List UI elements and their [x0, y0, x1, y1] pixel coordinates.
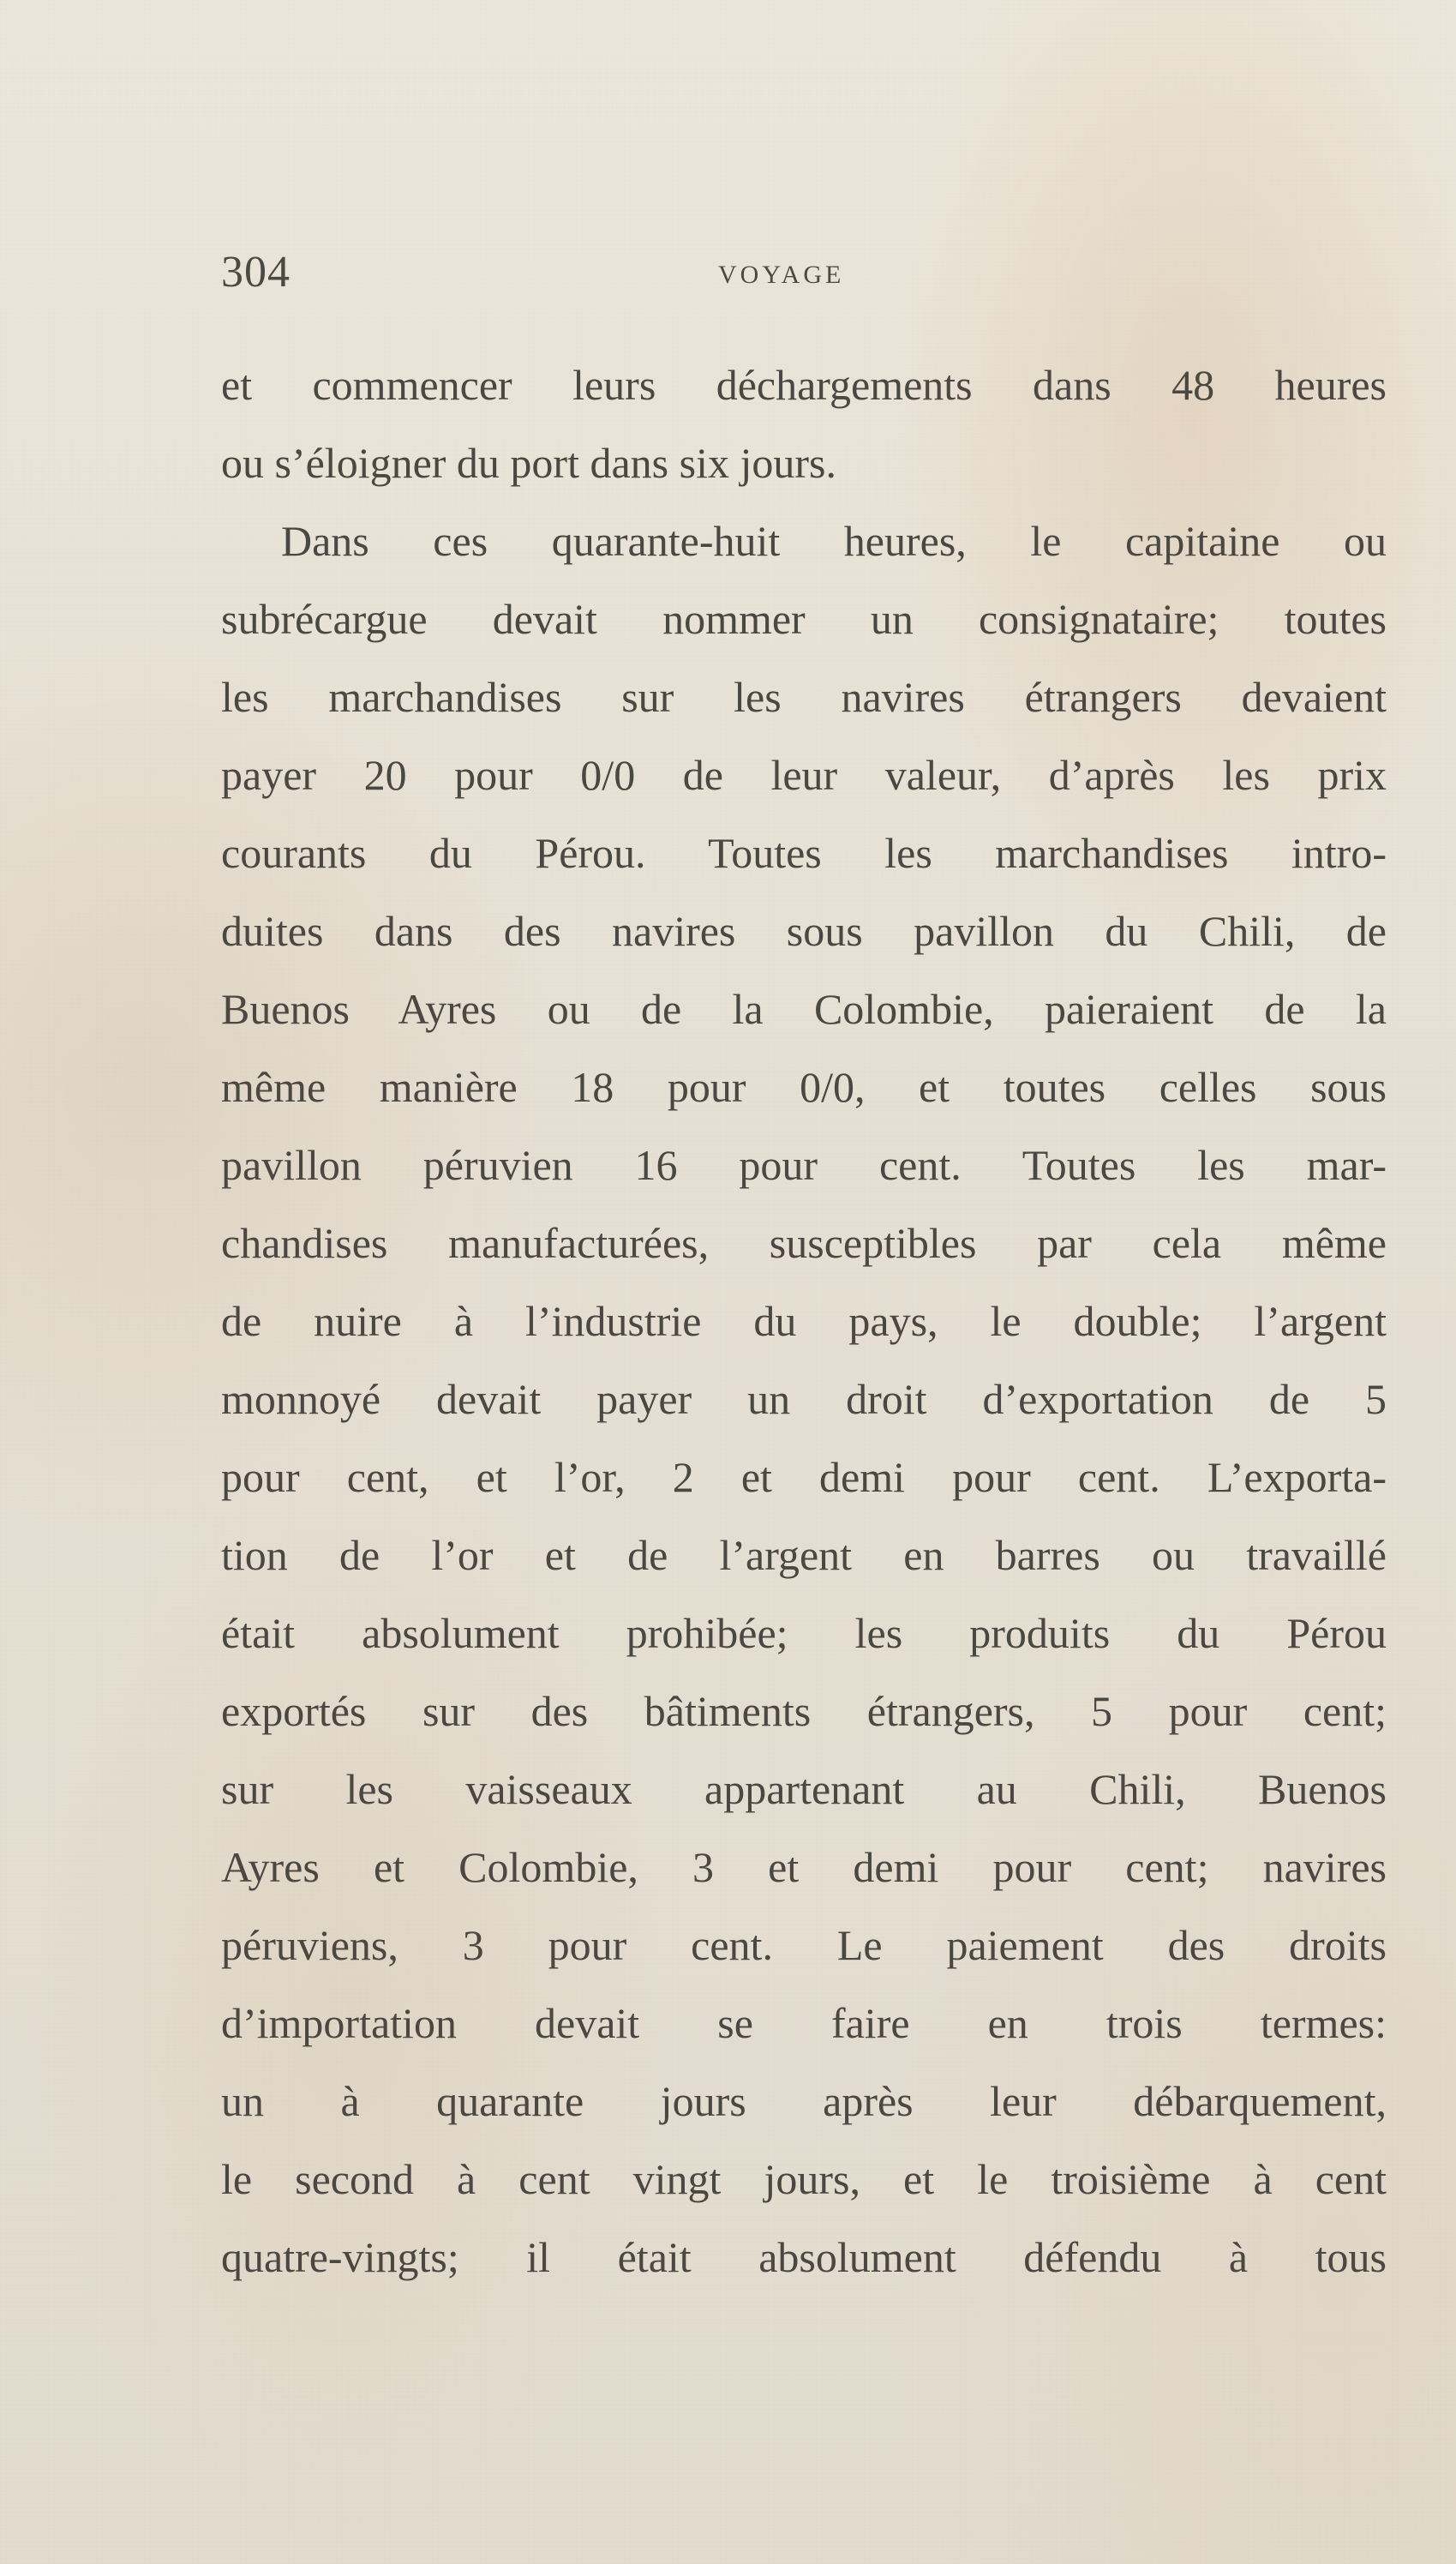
main-text-block [221, 346, 1387, 2297]
text-line-19: sur les vaisseaux appartenant au Chili, Buenos [221, 1765, 1387, 1813]
text-line-18: exportés sur des bâtiments étrangers, 5 pour cent; [221, 1687, 1387, 1735]
text-line-5: les marchandises sur les navires étrangers devaient [221, 673, 1387, 721]
text-line-24: le second à cent vingt jours, et le troisième à cent [221, 2155, 1387, 2203]
text-line-10: même manière 18 pour 0/0, et toutes celles sous [221, 1063, 1387, 1111]
text-line-13: de nuire à l’industrie du pays, le double; l’argent [221, 1297, 1387, 1345]
text-line-15: pour cent, et l’or, 2 et demi pour cent. L’exporta- [221, 1453, 1387, 1501]
text-line-20: Ayres et Colombie, 3 et demi pour cent; navires [221, 1843, 1387, 1891]
text-line-11: pavillon péruvien 16 pour cent. Toutes les mar- [221, 1141, 1387, 1189]
text-line-9: Buenos Ayres ou de la Colombie, paieraient de la [221, 985, 1387, 1033]
text-line-12: chandises manufacturées, susceptibles par cela même [221, 1219, 1387, 1267]
text-line-21: péruviens, 3 pour cent. Le paiement des droits [221, 1921, 1387, 1969]
text-line-14: monnoyé devait payer un droit d’exportation de 5 [221, 1375, 1387, 1423]
text-line-23: un à quarante jours après leur débarquement, [221, 2077, 1387, 2125]
text-line-3: Dans ces quarante-huit heures, le capitaine ou [281, 517, 1387, 565]
text-line-8: duites dans des navires sous pavillon du Chili, de [221, 907, 1387, 955]
text-line-22: d’importation devait se faire en trois termes: [221, 1999, 1387, 2047]
text-line-7: courants du Pérou. Toutes les marchandises intro- [221, 829, 1387, 877]
text-line-25: quatre-vingts; il était absolument défendu à tous [221, 2233, 1387, 2281]
text-line-17: était absolument prohibée; les produits du Pérou [221, 1609, 1387, 1657]
text-line-6: payer 20 pour 0/0 de leur valeur, d’après les prix [221, 751, 1387, 799]
text-line-16: tion de l’or et de l’argent en barres ou travaillé [221, 1531, 1387, 1579]
text-line-2: ou s’éloigner du port dans six jours. [221, 439, 836, 487]
text-line-4: subrécargue devait nommer un consignataire; toutes [221, 595, 1387, 643]
page-number: 304 [221, 248, 291, 297]
running-head: VOYAGE [718, 261, 845, 289]
page-header [221, 250, 1387, 319]
text-line-1: et commencer leurs déchargements dans 48 heures [221, 361, 1387, 409]
